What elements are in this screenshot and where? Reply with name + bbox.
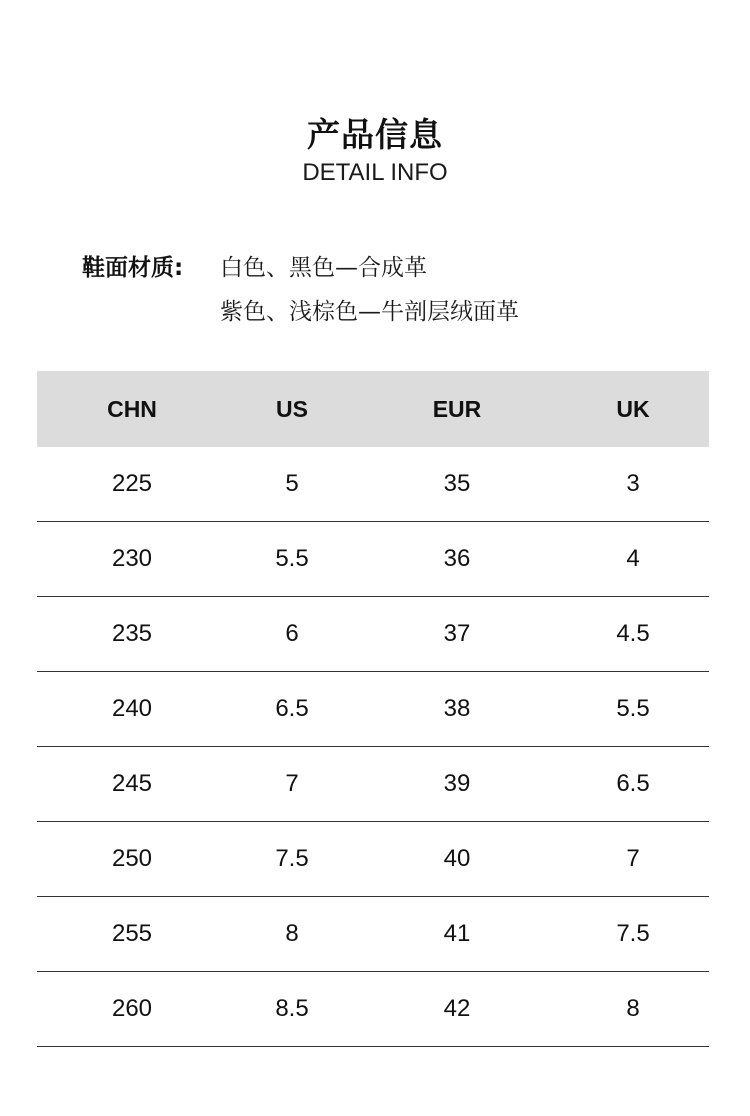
header-chn: CHN xyxy=(107,395,157,422)
material-label: 鞋面材质: xyxy=(82,255,184,281)
table-row xyxy=(37,972,709,1047)
table-row xyxy=(37,522,709,597)
table-row xyxy=(37,447,709,522)
cell-uk: 5.5 xyxy=(616,695,650,722)
cell-eur: 35 xyxy=(443,470,471,497)
cell-uk: 7 xyxy=(626,845,640,872)
cell-uk: 7.5 xyxy=(616,920,650,947)
page-subtitle: DETAIL INFO xyxy=(302,159,448,186)
cell-eur: 42 xyxy=(443,995,471,1022)
table-row xyxy=(37,747,709,822)
cell-uk: 3 xyxy=(626,470,640,497)
header-uk: UK xyxy=(616,395,650,422)
cell-us: 6.5 xyxy=(275,695,309,722)
header-eur: EUR xyxy=(432,395,482,422)
material-lines xyxy=(220,246,519,334)
cell-eur: 41 xyxy=(443,920,471,947)
cell-eur: 39 xyxy=(443,770,471,797)
cell-uk: 4.5 xyxy=(616,620,650,647)
cell-chn: 230 xyxy=(111,545,153,572)
cell-us: 8 xyxy=(285,920,299,947)
cell-us: 6 xyxy=(285,620,299,647)
cell-us: 7.5 xyxy=(275,845,309,872)
cell-uk: 4 xyxy=(626,545,640,572)
page-title-block xyxy=(0,112,750,188)
cell-chn: 245 xyxy=(111,770,153,797)
cell-chn: 250 xyxy=(111,845,153,872)
cell-chn: 255 xyxy=(111,920,153,947)
cell-chn: 235 xyxy=(111,620,153,647)
cell-us: 5 xyxy=(285,470,299,497)
cell-us: 7 xyxy=(285,770,299,797)
cell-eur: 38 xyxy=(443,695,471,722)
cell-uk: 6.5 xyxy=(616,770,650,797)
page-title: 产品信息 xyxy=(307,115,443,154)
table-row xyxy=(37,597,709,672)
cell-chn: 240 xyxy=(111,695,153,722)
cell-us: 8.5 xyxy=(275,995,309,1022)
material-line-1: 白色、黑色—合成革 xyxy=(220,255,427,281)
material-line-2: 紫色、浅棕色—牛剖层绒面革 xyxy=(220,299,519,325)
table-row xyxy=(37,897,709,972)
size-table xyxy=(37,371,709,1047)
header-us: US xyxy=(276,395,308,422)
cell-chn: 260 xyxy=(111,995,153,1022)
table-header-row xyxy=(37,371,709,447)
cell-chn: 225 xyxy=(111,470,153,497)
cell-eur: 36 xyxy=(443,545,471,572)
cell-eur: 37 xyxy=(443,620,471,647)
table-row xyxy=(37,822,709,897)
cell-eur: 40 xyxy=(443,845,471,872)
cell-us: 5.5 xyxy=(275,545,309,572)
cell-uk: 8 xyxy=(626,995,640,1022)
table-row xyxy=(37,672,709,747)
